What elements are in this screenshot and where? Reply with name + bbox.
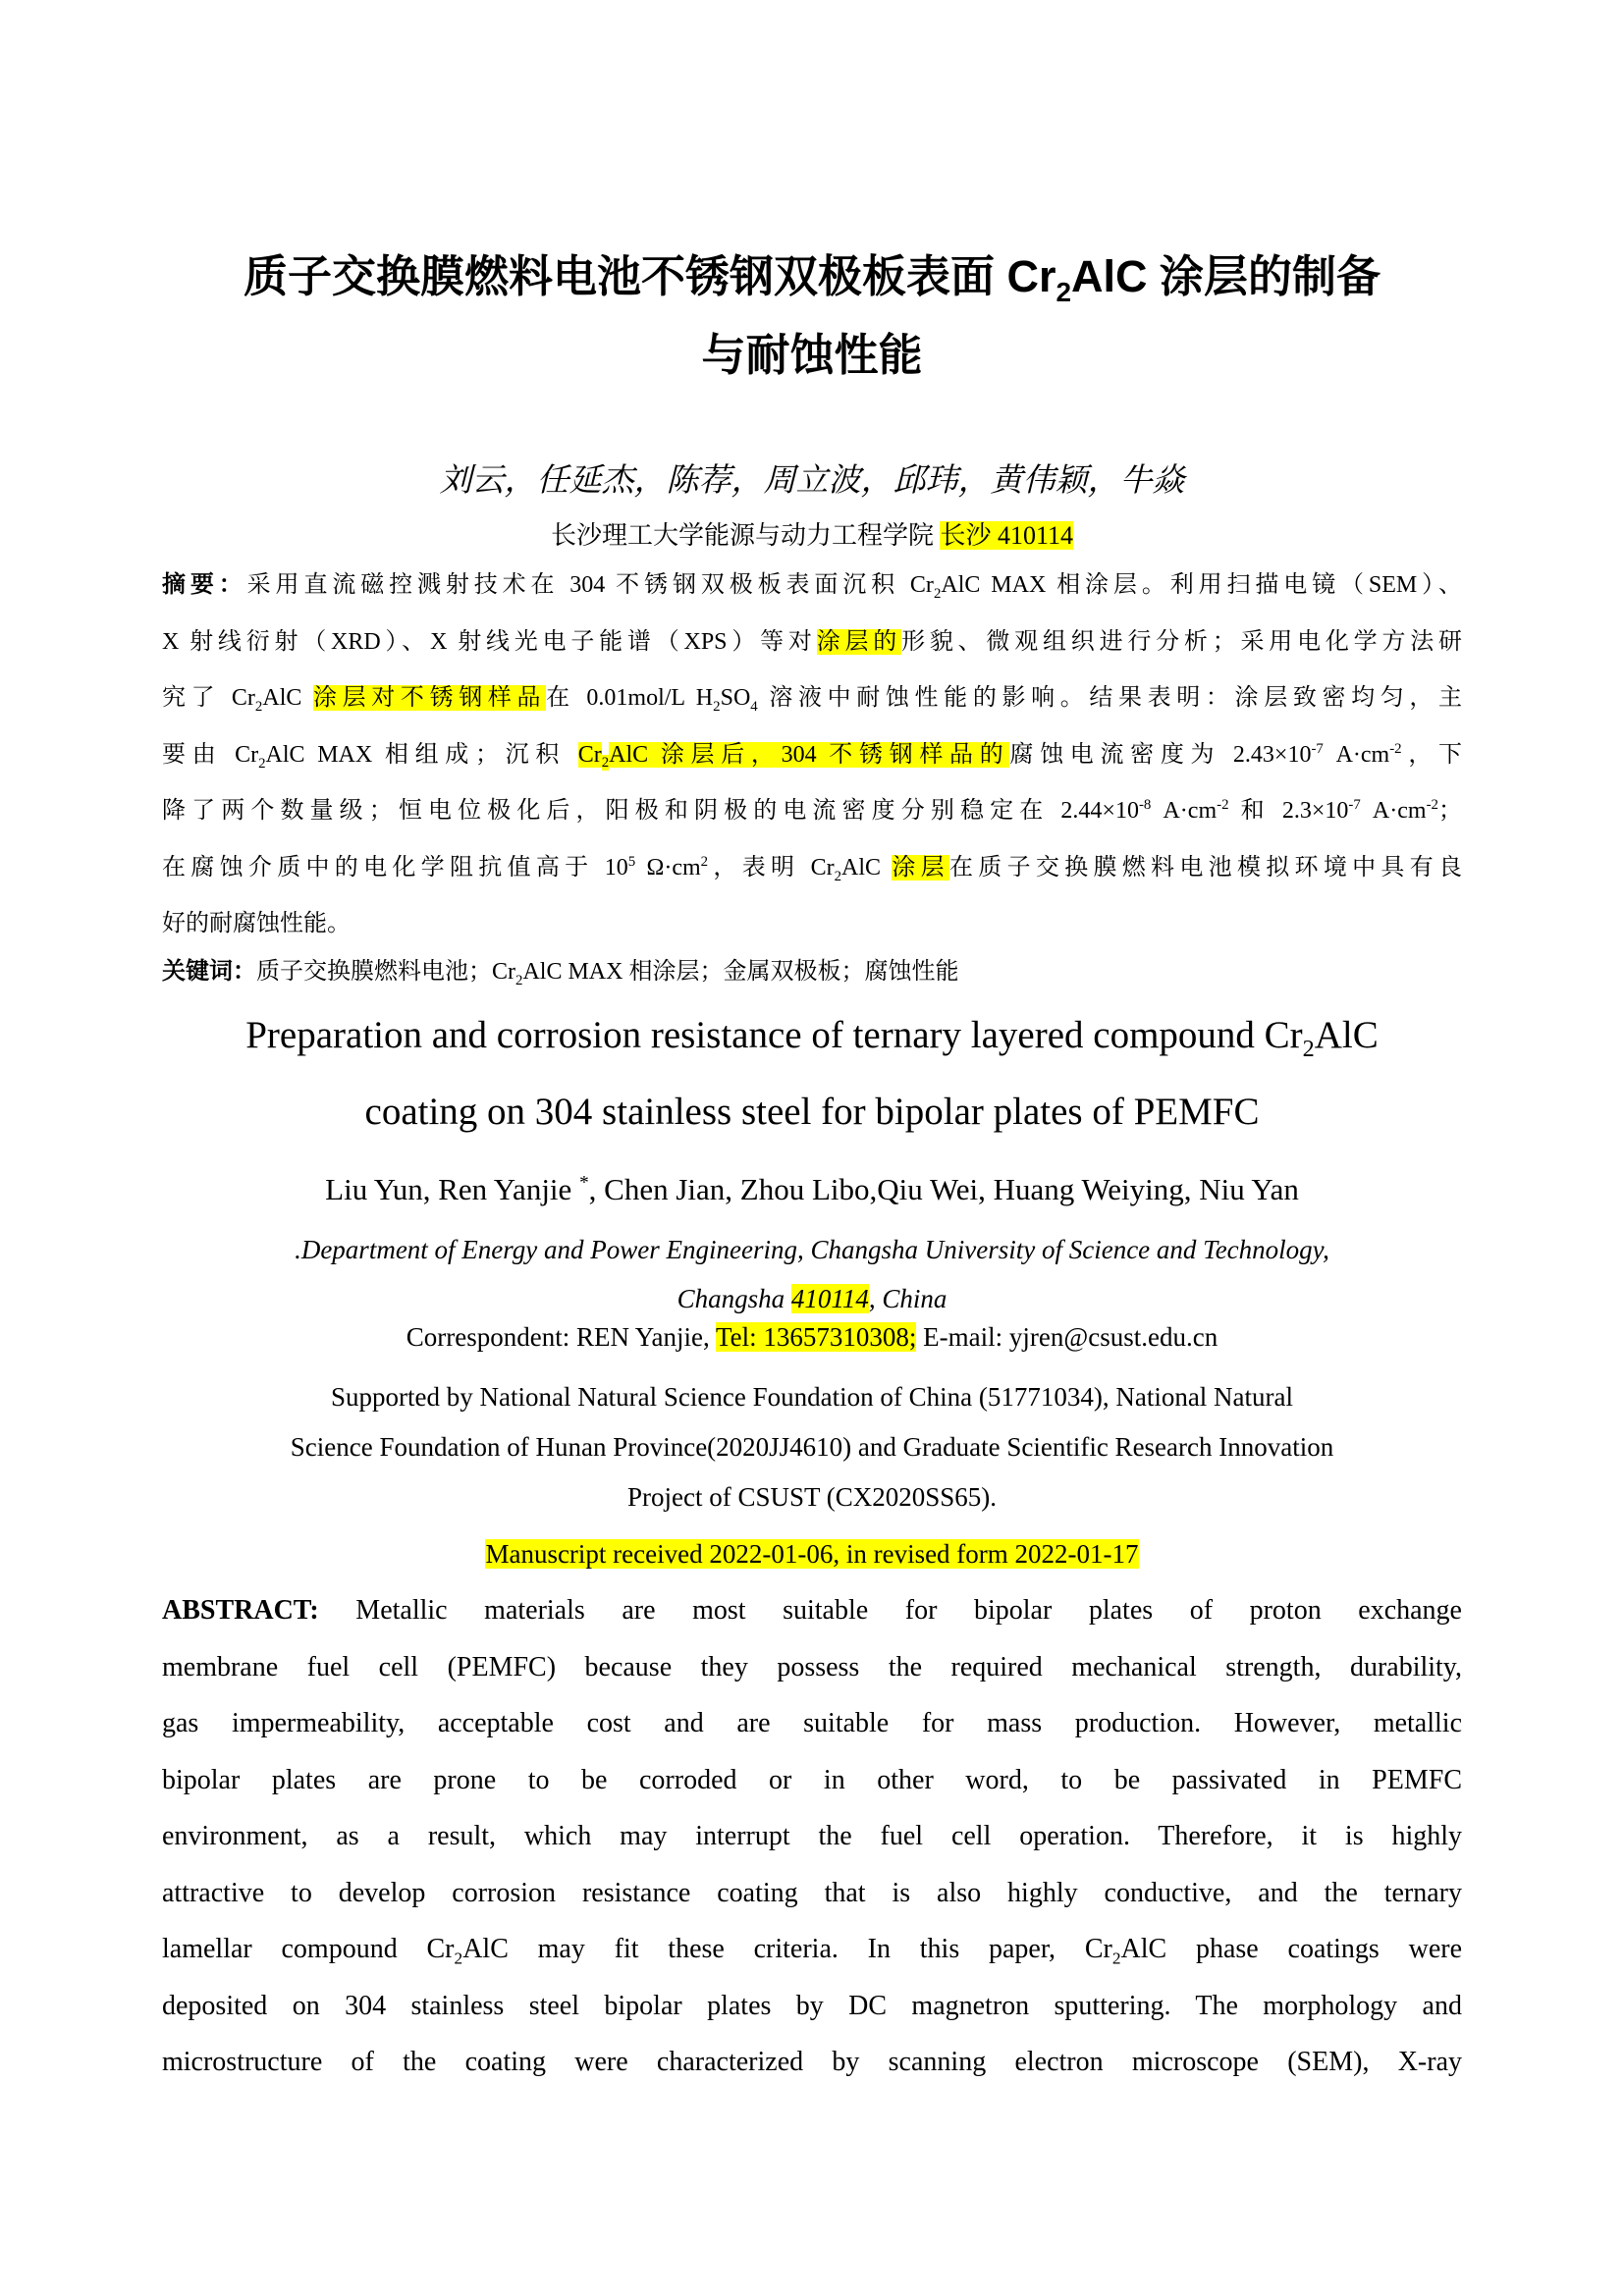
paper-title-zh-line-1: 质子交换膜燃料电池不锈钢双极板表面 $Cr_2AlC$ 涂层的制备: [243, 251, 1381, 307]
paper-title-en-line-1: Preparation and corrosion resistance of ternary layered compound $Cr_2AlC$: [245, 1014, 1379, 1062]
abstract-en-line-2: membrane fuel cell (PEMFC) because they possess the required mechanical strength, durability,: [162, 1651, 1462, 1682]
abstract-en-line-8: deposited on 304 stainless steel bipolar plates by DC magnetron sputtering. The morphology and: [162, 1990, 1462, 2021]
abstract-en-line-3: gas impermeability, acceptable cost and are suitable for mass production. However, metallic: [162, 1708, 1462, 1738]
abstract-zh-line-1: 摘要：采用直流磁控溅射技术在 304 不锈钢双极板表面沉积 $Cr_2AlC$ MAX 相涂层。利用扫描电镜（SEM）、: [162, 572, 1463, 602]
paper-title-en-line-2: coating on 304 stainless steel for bipolar plates of PEMFC: [364, 1091, 1260, 1133]
affiliation-en-line-1: .Department of Energy and Power Engineering, Changsha University of Science and Technology,: [295, 1235, 1329, 1264]
paper-title-zh-line-2: 与耐蚀性能: [701, 330, 923, 380]
abstract-en: [162, 1582, 1462, 2091]
abstract-en-line-7: lamellar compound $Cr_2AlC$ may fit these criteria. In this paper, $Cr_2AlC$ phase coatings were: [162, 1934, 1463, 1968]
abstract-zh-line-2: X 射线衍射（XRD）、X 射线光电子能谱（XPS）等对涂层的形貌、微观组织进行分析；采用电化学方法研: [162, 628, 1463, 655]
abstract-zh-line-7: 好的耐腐蚀性能。: [162, 911, 351, 936]
affiliation-en: [162, 1225, 1462, 1323]
funding-note-line-3: Project of CSUST (CX2020SS65).: [626, 1482, 998, 1512]
funding-note-line-2: Science Foundation of Hunan Province(2020JJ4610) and Graduate Scientific Research Innovation: [290, 1432, 1334, 1462]
manuscript-received-note: Manuscript received 2022-01-06, in revised form 2022-01-17: [485, 1539, 1139, 1569]
paper-title-zh: [162, 238, 1462, 395]
keywords-zh: 关键词：质子交换膜燃料电池；$Cr_2AlC$ MAX 相涂层；金属双极板；腐蚀性能: [162, 959, 959, 988]
abstract-zh-line-5: 降了两个数量级；恒电位极化后，阳极和阴极的电流密度分别稳定在 $2.44\times 10^{-8}$ $A\cdot cm^{-2}$ 和 $2.3\times 10^{-7}$ $A\cdot cm^{-2}$；: [162, 797, 1462, 824]
abstract-zh-line-4: 要由 $Cr_2AlC$ MAX 相组成；沉积 $Cr_2AlC$ 涂层后，304 不锈钢样品的腐蚀电流密度为 $2.43\times 10^{-7}$ $A\cdot cm^{-2}$，下: [162, 740, 1463, 772]
funding-note: [162, 1372, 1462, 1522]
abstract-en-line-1: ABSTRACT: Metallic materials are most suitable for bipolar plates of proton exchange: [162, 1595, 1462, 1626]
correspondent-line: Correspondent: REN Yanjie, Tel: 13657310308; E-mail: yjren@csust.edu.cn: [406, 1322, 1218, 1352]
affiliation-en-line-2: Changsha 410114, China: [677, 1284, 947, 1313]
authors-zh: 刘云，任延杰，陈荐，周立波，邱玮，黄伟颖，牛焱: [439, 463, 1185, 499]
funding-note-line-1: Supported by National Natural Science Foundation of China (51771034), National Natural: [330, 1382, 1294, 1412]
authors-en: Liu Yun, Ren Yanjie *, Chen Jian, Zhou Libo,Qiu Wei, Huang Weiying, Niu Yan: [325, 1172, 1299, 1206]
paper-title-en: [162, 997, 1462, 1150]
abstract-en-line-4: bipolar plates are prone to be corroded or in other word, to be passivated in PEMFC: [162, 1764, 1462, 1795]
affiliation-zh: 长沙理工大学能源与动力工程学院 长沙 410114: [550, 521, 1074, 550]
abstract-en-line-5: environment, as a result, which may interrupt the fuel cell operation. Therefore, it is highly: [162, 1821, 1462, 1851]
abstract-en-line-9: microstructure of the coating were characterized by scanning electron microscope (SEM), X-ray: [162, 2047, 1462, 2077]
abstract-zh-line-3: 究了 $Cr_2AlC$ 涂层对不锈钢样品在 0.01mol/L $H_2SO_4$ 溶液中耐蚀性能的影响。结果表明：涂层致密均匀，主: [162, 685, 1463, 715]
abstract-zh-line-6: 在腐蚀介质中的电化学阻抗值高于 $10^5$ $\Omega\cdot cm^2$，表明 $Cr_2AlC$ 涂层在质子交换膜燃料电池模拟环境中具有良: [162, 853, 1463, 884]
abstract-en-line-6: attractive to develop corrosion resistance coating that is also highly conductive, and the ternary: [162, 1877, 1462, 1908]
abstract-zh: [162, 558, 1462, 953]
